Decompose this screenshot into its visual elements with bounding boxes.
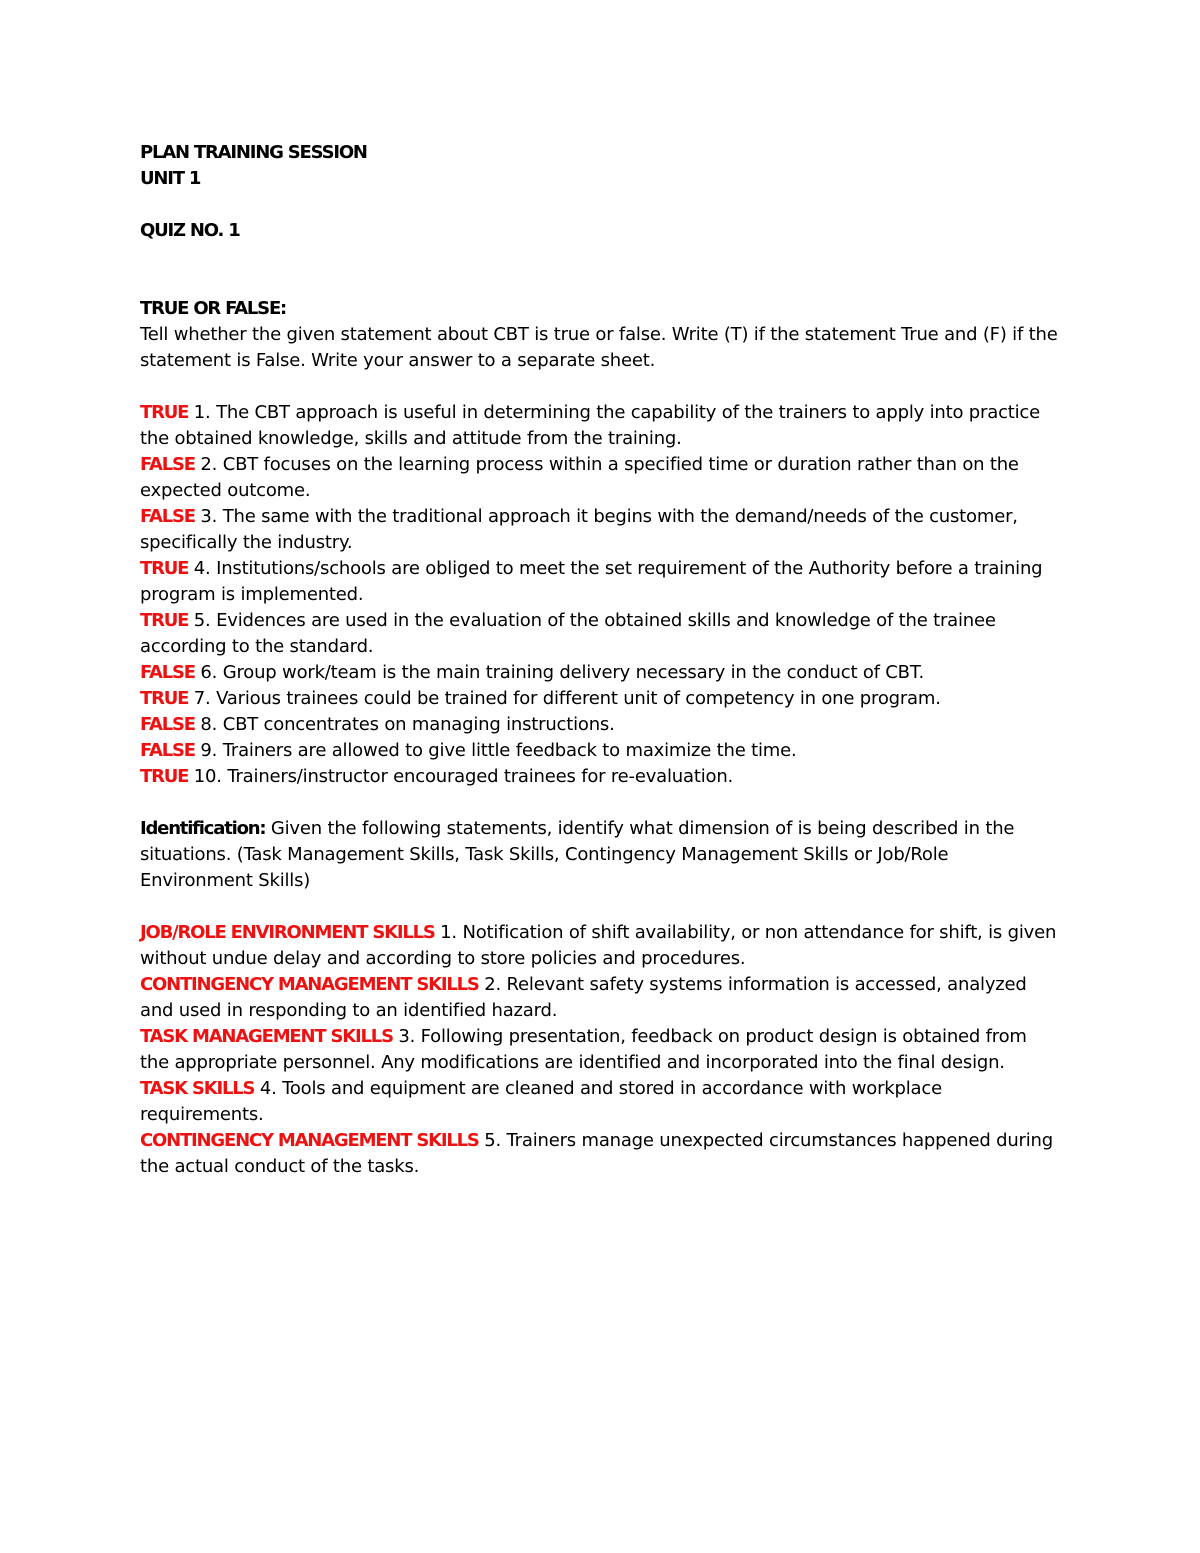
id-answer: CONTINGENCY MANAGEMENT SKILLS [140, 1130, 479, 1151]
tf-statement: 9. Trainers are allowed to give little feedback to maximize the time. [194, 740, 797, 761]
identification-instructions: Given the following statements, identify what dimension of is being described in the situations. (Task Management Skills, Task Skills, Contingency Management Skills or Job/Role Environment Skills) [140, 818, 1015, 891]
id-item-4 [140, 1076, 1060, 1128]
id-statement: 2. Relevant safety systems information is accessed, analyzed and used in responding to an identified hazard. [140, 974, 1027, 1021]
tf-statement: 10. Trainers/instructor encouraged trainees for re-evaluation. [188, 766, 734, 787]
true-false-section [140, 296, 1060, 790]
tf-statement: 7. Various trainees could be trained for different unit of competency in one program. [188, 688, 941, 709]
tf-item-5 [140, 608, 1060, 660]
identification-section [140, 816, 1060, 1180]
id-item-3 [140, 1024, 1060, 1076]
tf-statement: 4. Institutions/schools are obliged to meet the set requirement of the Authority before a training program is implemented. [140, 558, 1043, 605]
tf-item-4 [140, 556, 1060, 608]
tf-item-7 [140, 686, 1060, 712]
tf-item-2 [140, 452, 1060, 504]
tf-statement: 5. Evidences are used in the evaluation of the obtained skills and knowledge of the trainee according to the standard. [140, 610, 996, 657]
true-false-instructions: Tell whether the given statement about CBT is true or false. Write (T) if the statement True and (F) if the statement is False. Write your answer to a separate sheet. [140, 324, 1058, 371]
tf-item-8 [140, 712, 1060, 738]
tf-item-1 [140, 400, 1060, 452]
tf-answer: TRUE [140, 688, 189, 709]
tf-statement: 1. The CBT approach is useful in determining the capability of the trainers to apply into practice the obtained knowledge, skills and attitude from the training. [140, 402, 1040, 449]
id-statement: 3. Following presentation, feedback on product design is obtained from the appropriate personnel. Any modifications are identified and incorporated into the final design. [140, 1026, 1027, 1073]
id-answer: TASK SKILLS [140, 1078, 255, 1099]
identification-intro [140, 816, 1060, 894]
id-answer: TASK MANAGEMENT SKILLS [140, 1026, 393, 1047]
unit-label: UNIT 1 [140, 168, 201, 189]
id-item-1 [140, 920, 1060, 972]
id-item-5 [140, 1128, 1060, 1180]
tf-answer: TRUE [140, 610, 189, 631]
tf-statement: 6. Group work/team is the main training delivery necessary in the conduct of CBT. [194, 662, 925, 683]
tf-item-6 [140, 660, 1060, 686]
id-answer: JOB/ROLE ENVIRONMENT SKILLS [140, 922, 435, 943]
tf-item-10 [140, 764, 1060, 790]
tf-answer: FALSE [140, 662, 195, 683]
id-item-2 [140, 972, 1060, 1024]
tf-statement: 2. CBT focuses on the learning process within a specified time or duration rather than on the expected outcome. [140, 454, 1019, 501]
tf-item-3 [140, 504, 1060, 556]
tf-answer: FALSE [140, 714, 195, 735]
quiz-label: QUIZ NO. 1 [140, 220, 240, 241]
identification-heading: Identification: [140, 818, 266, 839]
true-false-heading: TRUE OR FALSE: [140, 298, 287, 319]
tf-statement: 3. The same with the traditional approach it begins with the demand/needs of the customer, specifically the industry. [140, 506, 1018, 553]
id-statement: 1. Notification of shift availability, or non attendance for shift, is given without undue delay and according to store policies and procedures. [140, 922, 1057, 969]
tf-answer: FALSE [140, 506, 195, 527]
tf-answer: TRUE [140, 766, 189, 787]
tf-answer: FALSE [140, 454, 195, 475]
tf-statement: 8. CBT concentrates on managing instructions. [194, 714, 615, 735]
tf-answer: TRUE [140, 402, 189, 423]
tf-answer: FALSE [140, 740, 195, 761]
document-title: PLAN TRAINING SESSION [140, 142, 367, 163]
id-statement: 5. Trainers manage unexpected circumstances happened during the actual conduct of the tasks. [140, 1130, 1053, 1177]
document-page [140, 140, 1060, 1180]
id-answer: CONTINGENCY MANAGEMENT SKILLS [140, 974, 479, 995]
tf-item-9 [140, 738, 1060, 764]
id-statement: 4. Tools and equipment are cleaned and stored in accordance with workplace requirements. [140, 1078, 942, 1125]
tf-answer: TRUE [140, 558, 189, 579]
